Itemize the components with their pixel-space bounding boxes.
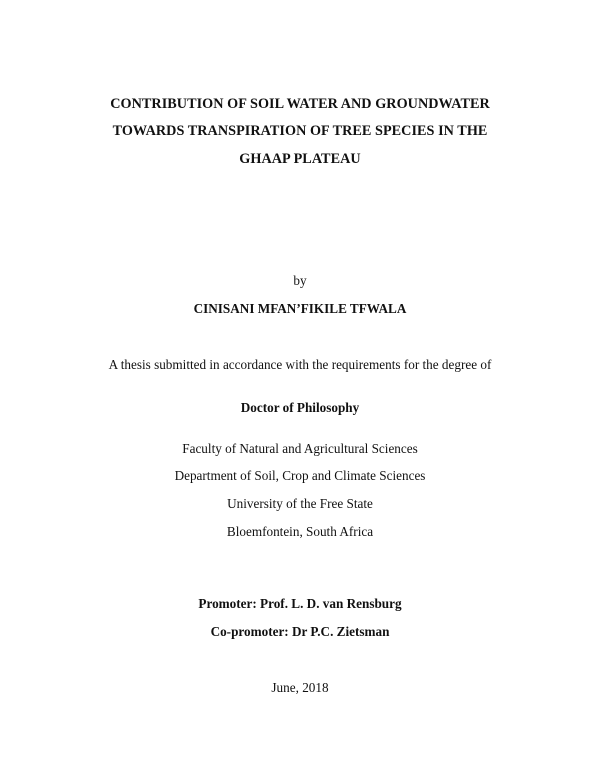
promoter: Promoter: Prof. L. D. van Rensburg	[198, 596, 402, 611]
co-promoter: Co-promoter: Dr P.C. Zietsman	[210, 624, 390, 639]
department-name: Department of Soil, Crop and Climate Sciences	[174, 468, 426, 483]
submission-statement: A thesis submitted in accordance with the requirements for the degree of	[108, 357, 492, 372]
faculty-name: Faculty of Natural and Agricultural Sciences	[182, 441, 418, 456]
submission-date: June, 2018	[271, 680, 329, 695]
by-label: by	[293, 273, 307, 288]
thesis-title-line-3: GHAAP PLATEAU	[239, 151, 361, 167]
thesis-title-line-1: CONTRIBUTION OF SOIL WATER AND GROUNDWATER	[110, 96, 490, 112]
author-name: CINISANI MFAN’FIKILE TFWALA	[193, 301, 407, 316]
university-name: University of the Free State	[227, 496, 373, 511]
location: Bloemfontein, South Africa	[226, 524, 374, 539]
thesis-title-line-2: TOWARDS TRANSPIRATION OF TREE SPECIES IN THE	[112, 123, 488, 139]
degree-name: Doctor of Philosophy	[240, 400, 360, 415]
